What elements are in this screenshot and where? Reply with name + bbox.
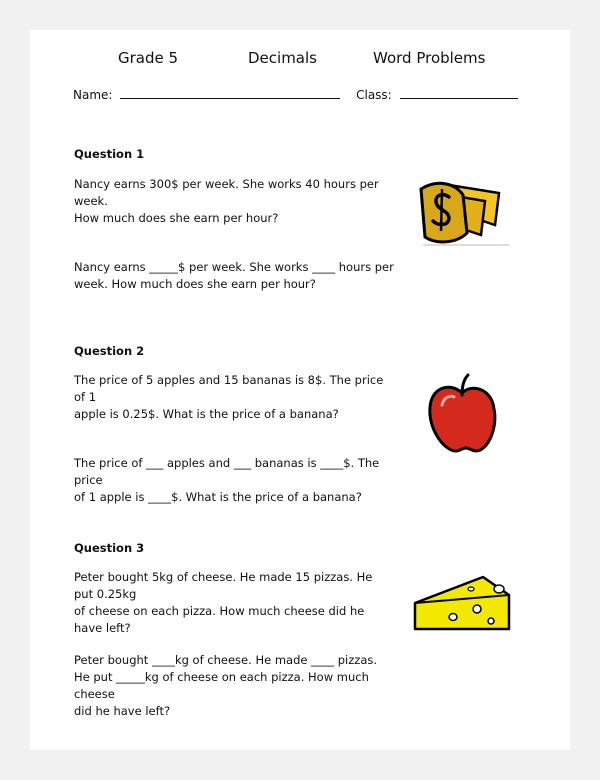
question-1-template-line: week. How much does she earn per hour?: [74, 277, 316, 291]
question-2-template-line: The price of ___ apples and ___ bananas is ____$. The price: [74, 456, 380, 487]
question-1-template: [74, 259, 394, 293]
question-2-problem-line: apple is 0.25$. What is the price of a banana?: [74, 407, 339, 421]
header-topic: Decimals: [248, 49, 317, 67]
question-1-template-line: Nancy earns _____$ per week. She works ____ hours per: [74, 260, 394, 274]
name-class-row: [73, 88, 518, 102]
question-3-template-line: Peter bought ____kg of cheese. He made ____ pizzas.: [74, 653, 378, 667]
question-2-problem-line: The price of 5 apples and 15 bananas is 8$. The price of 1: [74, 373, 384, 404]
header-grade: Grade 5: [118, 49, 179, 67]
question-1-problem-line: How much does she earn per hour?: [74, 211, 279, 225]
question-3-template-line: He put _____kg of cheese on each pizza. How much cheese: [74, 670, 369, 701]
question-3-template-line: did he have left?: [74, 704, 171, 718]
money-icon: [415, 173, 511, 249]
header-type: Word Problems: [373, 49, 486, 67]
class-label: Class:: [356, 88, 392, 102]
worksheet-page: [30, 30, 570, 750]
question-1-problem: [74, 176, 394, 227]
question-2-title: Question 2: [74, 344, 145, 358]
question-1-problem-line: Nancy earns 300$ per week. She works 40 hours per week.: [74, 177, 379, 208]
name-field[interactable]: [120, 88, 340, 99]
cheese-icon: [413, 573, 511, 633]
question-1-title: Question 1: [74, 147, 145, 161]
question-2-template: [74, 455, 394, 506]
question-3-template: [74, 652, 394, 720]
question-3-title: Question 3: [74, 541, 145, 555]
question-3-problem: [74, 569, 394, 637]
class-field[interactable]: [400, 88, 518, 99]
name-label: Name:: [73, 88, 113, 102]
question-3-problem-line: of cheese on each pizza. How much cheese did he have left?: [74, 604, 365, 635]
question-3-problem-line: Peter bought 5kg of cheese. He made 15 pizzas. He put 0.25kg: [74, 570, 373, 601]
question-2-template-line: of 1 apple is ____$. What is the price of a banana?: [74, 490, 362, 504]
apple-icon: [426, 371, 498, 455]
question-2-problem: [74, 372, 394, 423]
